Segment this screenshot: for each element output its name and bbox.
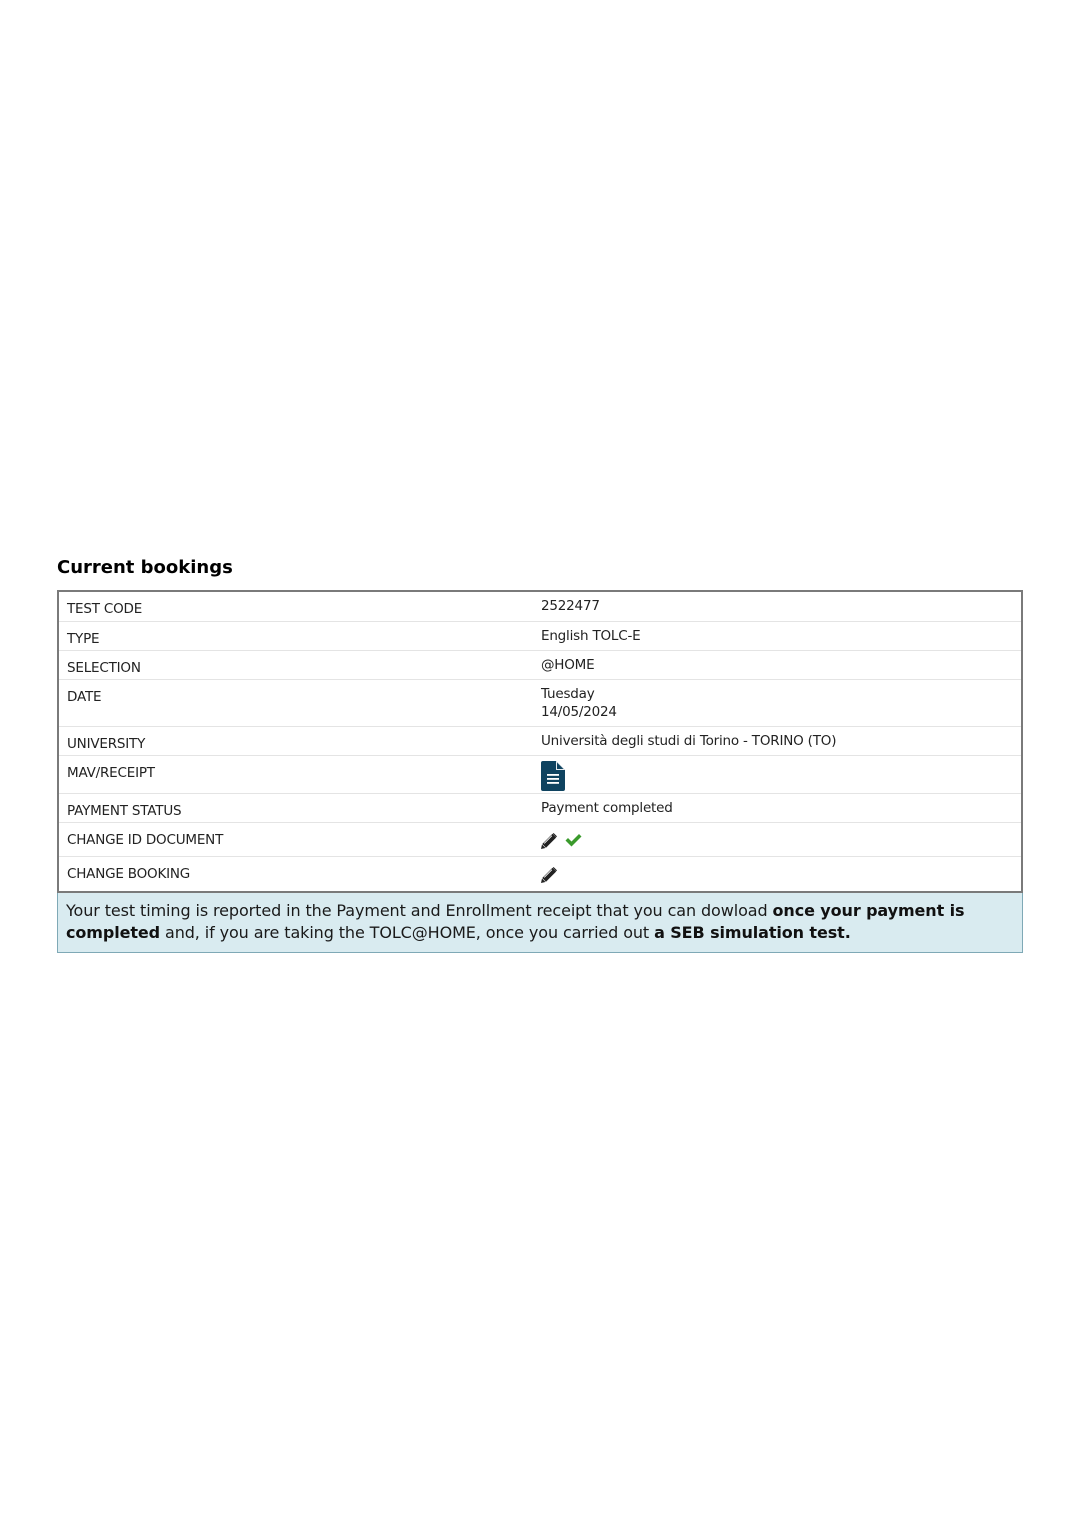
check-icon	[565, 833, 582, 852]
table-row-change-id-document	[59, 822, 1021, 856]
notice-text-1: Your test timing is reported in the Payment and Enrollment receipt that you can dowload	[66, 901, 773, 920]
type-value: English TOLC-E	[541, 628, 641, 644]
document-icon[interactable]	[541, 761, 565, 796]
selection-label: SELECTION	[67, 660, 141, 676]
university-value: Università degli studi di Torino - TORINO (TO)	[541, 733, 837, 749]
receipt-label: MAV/RECEIPT	[67, 765, 155, 781]
payment-status-value: Payment completed	[541, 800, 673, 816]
pencil-icon[interactable]	[541, 833, 557, 854]
date-value-cell	[533, 680, 1021, 726]
university-label: UNIVERSITY	[67, 736, 146, 752]
payment-status-label: PAYMENT STATUS	[67, 803, 182, 819]
section-title: Current bookings	[57, 557, 233, 578]
table-row-date	[59, 679, 1021, 726]
change-id-document-value-cell	[533, 823, 1021, 856]
table-row-receipt	[59, 755, 1021, 793]
type-label: TYPE	[67, 631, 100, 647]
table-row-test-code	[59, 592, 1021, 621]
test-code-value: 2522477	[541, 598, 600, 614]
notice-bold-1: once your payment is completed	[66, 901, 965, 942]
change-booking-value-cell	[533, 857, 1021, 891]
notice-bold-2: a SEB simulation test.	[654, 923, 851, 942]
change-id-document-label: CHANGE ID DOCUMENT	[67, 832, 224, 848]
notice-text-2: and, if you are taking the TOLC@HOME, once you carried out	[160, 923, 655, 942]
timing-notice	[57, 893, 1023, 953]
receipt-value-cell	[533, 756, 1021, 793]
table-row-change-booking	[59, 856, 1021, 891]
date-label: DATE	[67, 689, 102, 705]
date-weekday: Tuesday	[541, 686, 595, 702]
table-row-type	[59, 621, 1021, 650]
change-booking-label: CHANGE BOOKING	[67, 866, 191, 882]
table-row-selection	[59, 650, 1021, 679]
test-code-label: TEST CODE	[67, 601, 143, 617]
bookings-table	[57, 590, 1023, 893]
current-bookings-section	[57, 556, 1023, 953]
table-row-payment-status	[59, 793, 1021, 822]
selection-value: @HOME	[541, 657, 595, 673]
table-row-university	[59, 726, 1021, 755]
pencil-icon[interactable]	[541, 867, 557, 888]
date-value: 14/05/2024	[541, 704, 617, 720]
